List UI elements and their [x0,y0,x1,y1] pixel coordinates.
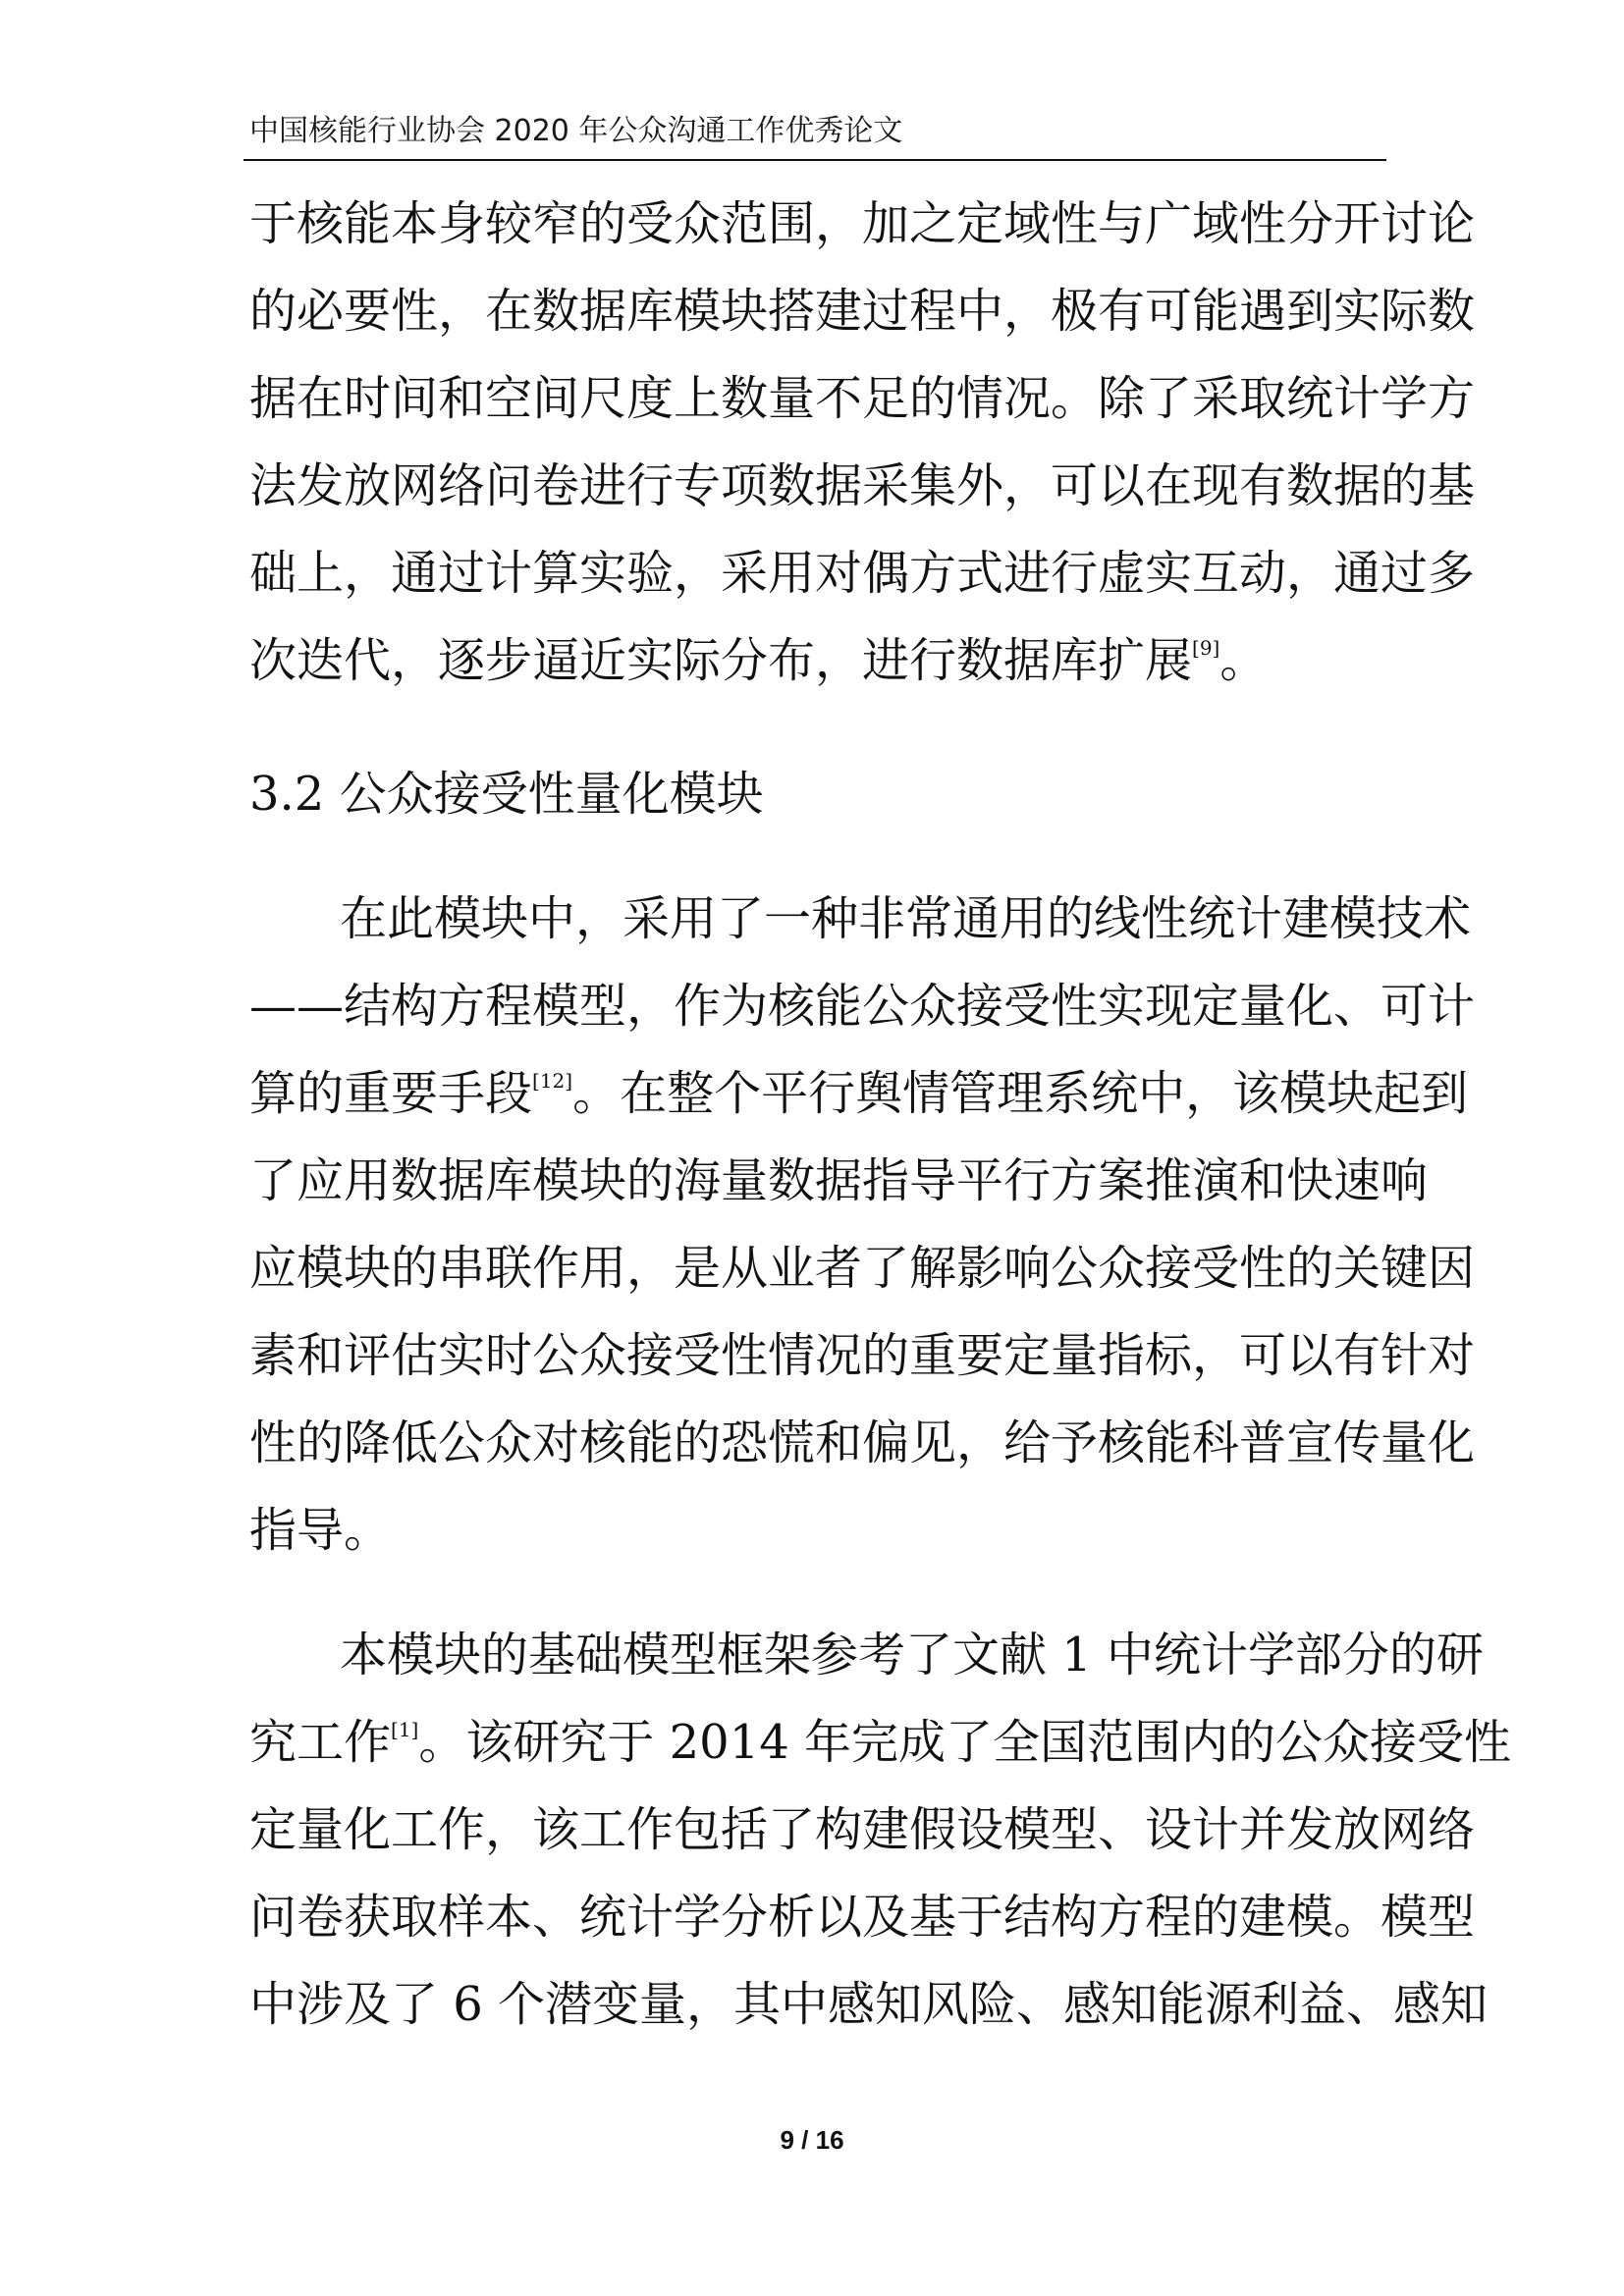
section-heading: 3.2 公众接受性量化模块 [249,767,764,822]
citation-ref: [1] [391,1718,419,1741]
paragraph-line: 了应用数据库模块的海量数据指导平行方案推演和快速响 [249,1153,1429,1208]
paragraph-line: 础上，通过计算实验，采用对偶方式进行虚实互动，通过多 [249,546,1476,601]
text-run: 究工作 [249,1715,392,1770]
paragraph-line: 中涉及了 6 个潜变量，其中感知风险、感知能源利益、感知 [249,1977,1489,2032]
text-run: 次迭代，逐步逼近实际分布，进行数据库扩展 [249,633,1193,688]
paragraph-line: 指导。 [249,1503,392,1558]
paragraph-line: 法发放网络问卷进行专项数据采集外，可以在现有数据的基 [249,458,1476,513]
paragraph-line [249,1062,1468,1125]
paragraph-line: 本模块的基础模型框架参考了文献 1 中统计学部分的研 [340,1628,1485,1682]
paragraph-line [249,1711,1511,1774]
paragraph-line: 的必要性，在数据库模块搭建过程中，极有可能遇到实际数 [249,284,1476,339]
text-run: 。在整个平行舆情管理系统中，该模块起到 [572,1066,1469,1121]
paragraph-line: 素和评估实时公众接受性情况的重要定量指标，可以有针对 [249,1328,1476,1383]
paragraph-line: 问卷获取样本、统计学分析以及基于结构方程的建模。模型 [249,1890,1476,1945]
header-divider [244,159,1386,161]
paragraph-line [249,629,1267,692]
paragraph-line: 应模块的串联作用，是从业者了解影响公众接受性的关键因 [249,1241,1476,1296]
text-run: 。 [1219,633,1268,688]
page-current: 9 [780,2125,794,2155]
paragraph-line: 性的降低公众对核能的恐慌和偏见，给予核能科普宣传量化 [249,1415,1476,1470]
paragraph-line: 于核能本身较窄的受众范围，加之定域性与广域性分开讨论 [249,196,1476,251]
text-run: 算的重要手段 [249,1066,533,1121]
paragraph-line: 据在时间和空间尺度上数量不足的情况。除了采取统计学方 [249,371,1476,426]
page-separator: / [801,2125,809,2155]
running-header: 中国核能行业协会 2020 年公众沟通工作优秀论文 [249,114,903,148]
paragraph-line: 在此模块中，采用了一种非常通用的线性统计建模技术 [340,891,1472,946]
paragraph-line: ——结构方程模型，作为核能公众接受性实现定量化、可计 [249,979,1476,1034]
page-number [0,2125,1624,2156]
page-total: 16 [815,2125,844,2155]
text-run: 。该研究于 2014 年完成了全国范围内的公众接受性 [418,1715,1512,1770]
paragraph-line: 定量化工作，该工作包括了构建假设模型、设计并发放网络 [249,1802,1476,1857]
citation-ref: [9] [1192,636,1220,660]
citation-ref: [12] [532,1069,573,1093]
